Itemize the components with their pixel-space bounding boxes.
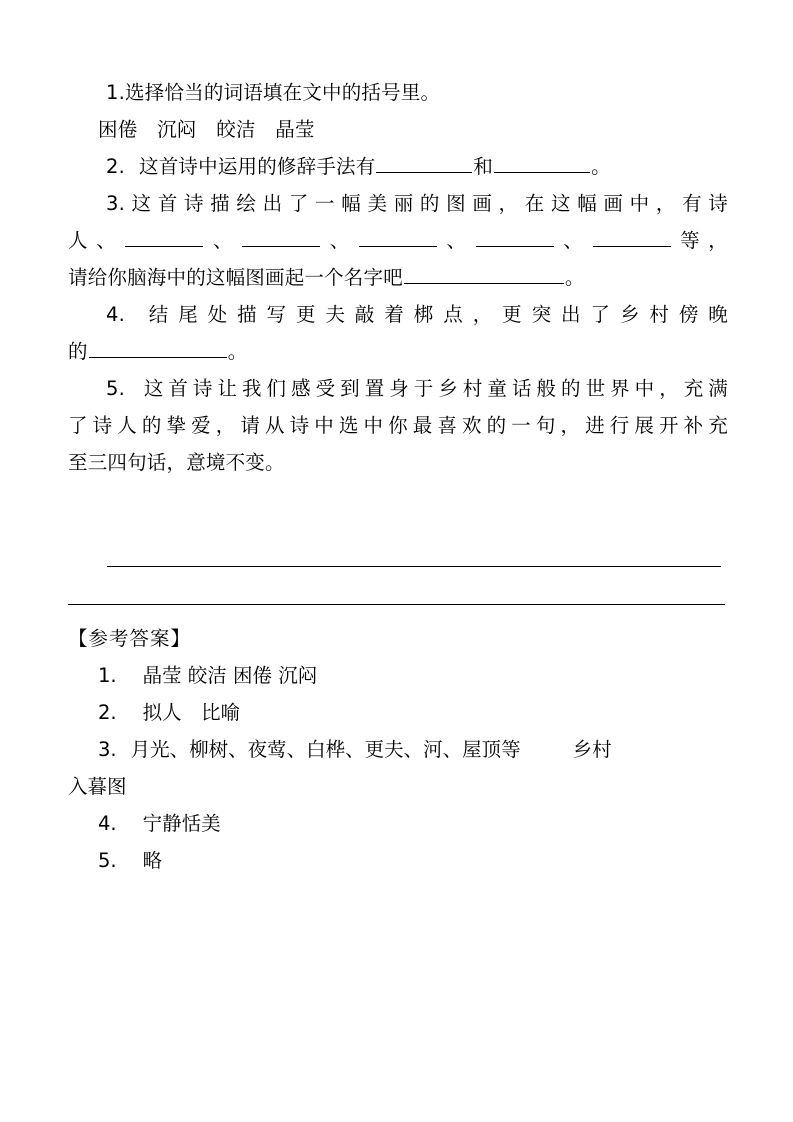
answer-blank[interactable] — [376, 153, 472, 173]
question-4-number: 4. — [106, 303, 126, 326]
answer-blank[interactable] — [593, 227, 671, 247]
question-4-line2-end: 。 — [227, 340, 248, 363]
question-5-number: 5. — [106, 377, 126, 400]
question-1-number: 1. — [106, 81, 126, 104]
answer-blank[interactable] — [89, 338, 227, 358]
answer-section-title: 【参考答案】 — [68, 627, 192, 650]
answer-3-number: 3. — [98, 738, 117, 761]
question-3-text: 这首诗描绘出了一幅美丽的图画，在这幅画中，有诗 — [125, 192, 728, 215]
section-divider — [68, 604, 725, 605]
answer-blank[interactable] — [404, 264, 564, 284]
question-3-line-2: 人、 、 、 、 、 等， — [68, 229, 728, 252]
answer-item-3-continued — [68, 768, 728, 805]
answer-2-number: 2. — [98, 701, 117, 724]
question-1 — [68, 74, 728, 111]
question-4-text: 结尾处描写更夫敲着梆点，更突出了乡村傍晚 — [139, 303, 728, 326]
answer-3-cont: 入暮图 — [68, 775, 127, 798]
answer-item-1 — [68, 657, 728, 694]
question-2-suffix: 。 — [591, 155, 611, 178]
question-5-line-3 — [68, 444, 728, 481]
answer-5-number: 5. — [98, 849, 117, 872]
question-1-word-bank — [68, 111, 728, 148]
question-1-text: 选择恰当的词语填在文中的括号里。 — [125, 81, 441, 104]
question-2 — [68, 148, 728, 185]
question-3-line3-start: 请给你脑海中的这幅图画起一个名字吧 — [68, 266, 403, 289]
question-3-line-1 — [68, 185, 728, 222]
question-5-line2: 了诗人的挚爱，请从诗中选中你最喜欢的一句，进行展开补充 — [68, 414, 728, 437]
answer-1-text: 晶莹 皎洁 困倦 沉闷 — [142, 664, 318, 687]
question-4-line-1 — [68, 296, 728, 333]
answer-1-number: 1. — [98, 664, 117, 687]
answer-blank[interactable] — [242, 227, 320, 247]
answer-item-2 — [68, 694, 728, 731]
answer-blank[interactable] — [494, 153, 590, 173]
question-3-line2-start: 人、 — [68, 229, 125, 252]
answer-3-text: 月光、柳树、夜莺、白桦、更夫、河、屋顶等 — [130, 738, 521, 761]
answer-blank[interactable] — [476, 227, 554, 247]
answer-blank[interactable] — [125, 227, 203, 247]
question-2-prefix: 这首诗中运用的修辞手法有 — [139, 155, 376, 178]
question-5-line-2 — [68, 407, 728, 444]
answer-4-text: 宁静恬美 — [142, 812, 221, 835]
question-5-text: 这首诗让我们感受到置身于乡村童话般的世界中，充满 — [139, 377, 728, 400]
question-2-number: 2. — [106, 155, 126, 178]
question-5-line-1 — [68, 370, 728, 407]
write-line-1[interactable] — [107, 566, 721, 567]
question-4-line-2 — [68, 333, 728, 370]
question-3-line2-end: 等， — [671, 229, 728, 252]
answer-3-extra: 乡村 — [572, 738, 612, 761]
answer-section — [68, 620, 728, 879]
question-4-line2-start: 的 — [68, 340, 88, 363]
answer-2-text: 拟人 比喻 — [142, 701, 241, 724]
question-5-line3: 至三四句话，意境不变。 — [68, 451, 285, 474]
question-3-line3-end: 。 — [564, 266, 585, 289]
answer-blank[interactable] — [359, 227, 437, 247]
question-3-number: 3. — [106, 192, 126, 215]
answer-item-4 — [68, 805, 728, 842]
answer-item-5 — [68, 842, 728, 879]
answer-item-3 — [68, 731, 728, 768]
answer-4-number: 4. — [98, 812, 117, 835]
question-2-middle: 和 — [473, 155, 494, 178]
questions-section — [68, 74, 728, 481]
answer-5-text: 略 — [142, 849, 163, 872]
word-bank-text: 困倦 沉闷 皎洁 晶莹 — [98, 118, 315, 141]
question-3-line-3 — [68, 259, 728, 296]
